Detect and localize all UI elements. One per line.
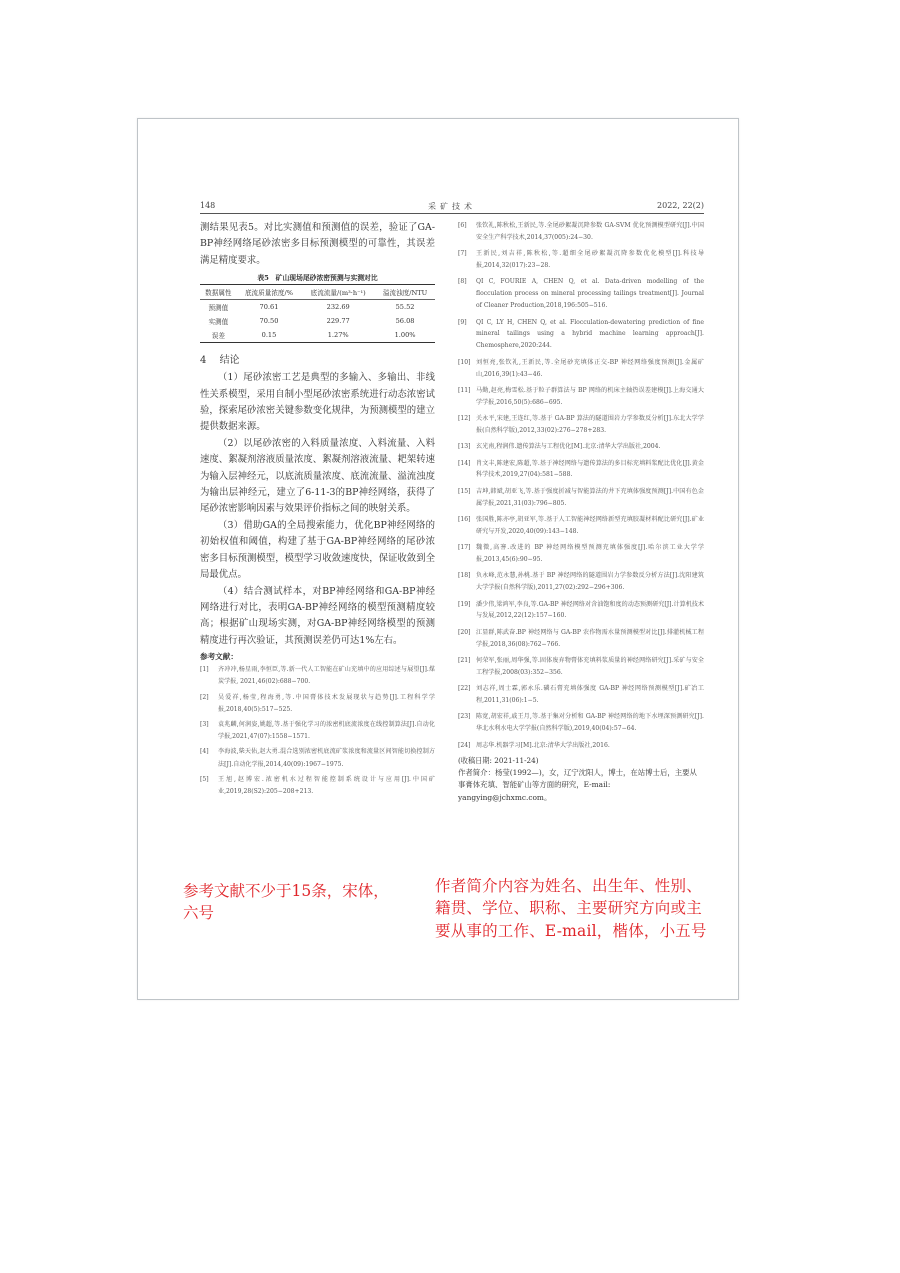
reference-item bbox=[200, 664, 435, 688]
reference-item bbox=[458, 740, 704, 752]
received-date: (收稿日期: 2021-11-24) bbox=[458, 755, 539, 765]
reference-number: [6] bbox=[458, 222, 467, 229]
reference-number: [11] bbox=[458, 386, 471, 394]
table-cell: 229.77 bbox=[326, 317, 350, 326]
reference-number: [12] bbox=[458, 415, 471, 423]
section-title: 结论 bbox=[219, 355, 240, 367]
reference-item bbox=[458, 711, 704, 735]
table-cell: 误差 bbox=[211, 332, 225, 341]
reference-item bbox=[200, 746, 435, 770]
reference-number: [13] bbox=[458, 443, 471, 451]
reference-item bbox=[458, 542, 704, 566]
results-table bbox=[200, 284, 435, 343]
table-cell: 1.00% bbox=[394, 331, 416, 340]
reference-text: 马勤,赵亮,梅雪松.基于粒子群算法与 BP 网络的机床主轴热误差建模[J].上海交通大学学报,2016,50(5):686−695. bbox=[476, 386, 704, 406]
reference-number: [7] bbox=[458, 250, 467, 258]
table-cell: 70.61 bbox=[259, 303, 279, 312]
reference-number: [23] bbox=[458, 713, 471, 721]
reference-number: [18] bbox=[458, 572, 471, 580]
reference-number: [3] bbox=[200, 720, 209, 728]
reference-item bbox=[458, 441, 704, 453]
reference-text: 潘少伟,梁鸿军,李良,等.GA-BP 神经网络对含油饱和度的动态预测研究[J].计算机技术与发展,2012,22(12):157−160. bbox=[476, 600, 704, 620]
reference-number: [16] bbox=[458, 515, 471, 523]
table-cell: 55.52 bbox=[395, 303, 415, 312]
conclusion-paragraph: （2）以尾砂浓密的入料质量浓度、入料流量、入料速度、絮凝剂溶液质量浓度、絮凝剂溶液流量、耙架转速为输入层神经元，以底流质量浓度、底流流量、溢流浊度为输出层神经元，建立了6-11-3的BP神经网络，获得了尾砂浓密影响因素与效果评价指标之间的映射关系。 bbox=[200, 437, 435, 515]
table-header-row bbox=[200, 285, 435, 300]
reference-item bbox=[458, 248, 704, 272]
table-header-cell: 数据属性 bbox=[205, 289, 232, 298]
reference-text: 刘恒亮,张钦礼,王新民,等.全尾砂充填体正交-BP 神经网络强度预测[J].金属矿山,2016,39(1):43−46. bbox=[476, 358, 704, 378]
reference-text: 袁兆麟,何润姿,姚超,等.基于强化学习的浓密机底流浓度在线控制算法[J].自动化学报,2021,47(07):1558−1571. bbox=[218, 720, 435, 741]
references-heading: 参考文献： bbox=[200, 652, 238, 662]
reference-text: 负永峰,范永慧,孙桃.基于 BP 神经网络的隧道围岩力学参数反分析方法[J].沈阳建筑大学学报(自然科学版),2011,27(02):292−296+306. bbox=[476, 572, 704, 592]
reference-number: [1] bbox=[200, 666, 209, 674]
conclusion-paragraph: （1）尾砂浓密工艺是典型的多输入、多输出、非线性关系模型，采用自制小型尾砂浓密系统进行动态浓密试验，探索尾砂浓密关键参数变化规律，为预测模型的建立提供数据来源。 bbox=[200, 372, 435, 433]
reference-number: [24] bbox=[458, 741, 471, 749]
section-number: 4 bbox=[200, 355, 207, 367]
reference-number: [8] bbox=[458, 278, 467, 286]
reference-item bbox=[458, 627, 704, 651]
reference-text: 关永平,宋建,王连红,等.基于 GA-BP 算法的隧道围岩力学参数反分析[J].东北大学学报(自然科学版),2012,33(02):276−278+283. bbox=[476, 415, 704, 434]
table-caption: 表5 矿山现场尾砂浓密预测与实测对比 bbox=[257, 274, 378, 283]
reference-text: 张国胜,陈亦亭,胡亚军,等.基于人工智能神经网络新型充填胶凝材料配比研究[J].矿业研究与开发,2020,40(09):143−148. bbox=[476, 515, 704, 535]
reference-number: [10] bbox=[458, 358, 471, 366]
reference-item bbox=[458, 385, 704, 409]
table-row bbox=[200, 300, 435, 315]
author-bio-requirement-note: 作者简介内容为姓名、出生年、性别、籍贯、学位、职称、主要研究方向或主要从事的工作、E-mail，楷体，小五号 bbox=[435, 877, 707, 940]
page-header bbox=[200, 201, 704, 214]
reference-text: 玄光南,程润伟.遗传算法与工程优化[M].北京:清华大学出版社,2004. bbox=[476, 443, 661, 451]
reference-text: QI C, LY H, CHEN Q, et al. Flocculation-dewatering prediction of fine mineral tailings using a hybrid machine learning approach[J]. Chemosphere,2020:244. bbox=[476, 318, 704, 350]
reference-text: 何荣军,张丽,周华强,等.固体废弃物膏体充填料浆质量的神经网络研究[J].采矿与安全工程学报,2008(03):352−356. bbox=[476, 656, 704, 676]
conclusion-paragraph: （3）借助GA的全局搜索能力，优化BP神经网络的初始权值和阈值，构建了基于GA-BP神经网络的尾砂浓密多目标预测模型，模型学习收敛速度快，保证收敛到全局最优点。 bbox=[200, 519, 435, 581]
reference-text: QI C, FOURIE A, CHEN Q, et al. Data-driven modelling of the flocculation process on mineral processing tailings treatment[J]. Journal of Cleaner Production,2018,196:505−516. bbox=[476, 278, 704, 310]
table-header-cell: 溢流浊度/NTU bbox=[382, 289, 428, 298]
reference-item bbox=[458, 276, 704, 312]
reference-number: [9] bbox=[458, 318, 467, 326]
reference-text: 魏微,高謇.改进的 BP 神经网络模型预测充填体强度[J].哈尔滨工业大学学报,2013,45(6):90−95. bbox=[476, 544, 704, 564]
reference-number: [21] bbox=[458, 656, 471, 664]
table-cell: 56.08 bbox=[395, 317, 415, 326]
table-cell: 70.50 bbox=[259, 317, 279, 326]
table-header-cell: 底流流量/(m³·h⁻¹) bbox=[310, 289, 366, 298]
section-heading bbox=[200, 351, 435, 366]
reference-text: 周志华.机器学习[M].北京:清华大学出版社,2016. bbox=[476, 741, 610, 749]
reference-item bbox=[458, 458, 704, 482]
reference-item bbox=[200, 719, 435, 743]
left-column bbox=[200, 220, 435, 801]
table-row bbox=[200, 328, 435, 343]
reference-number: [5] bbox=[200, 775, 209, 783]
reference-item bbox=[458, 413, 704, 437]
table-header-cell: 底流质量浓度/% bbox=[244, 289, 294, 298]
author-bio: 作者简介：杨莹(1992—)，女，辽宁沈阳人，博士，在站博士后，主要从事膏体充填、智能矿山等方面的研究，E-mail: yangying@jchxmc.com。 bbox=[458, 767, 697, 802]
reference-list-right bbox=[458, 220, 704, 751]
reference-text: 齐冲冲,杨星雨,李恒臣,等.新一代人工智能在矿山充填中的应用综述与展望[J].煤炭学报, 2021,46(02):688−700. bbox=[218, 666, 435, 686]
right-column bbox=[458, 220, 704, 804]
reference-text: 李海波,柴天佑,赵大勇.混合选别浓密机底流矿浆浓度和流量区间智能切换控制方法[J].自动化学报,2014,40(09):1967−1975. bbox=[218, 748, 435, 768]
reference-list-left bbox=[200, 664, 435, 798]
reference-item bbox=[458, 220, 704, 244]
reference-text: 吉坤,韩斌,胡亚飞,等.基于强度折减与智能算法的井下充填体强度预测[J].中国有色金属学报,2021,31(03):796−805. bbox=[476, 487, 704, 507]
journal-name: 采矿技术 bbox=[428, 202, 476, 211]
table-row bbox=[200, 314, 435, 328]
reference-text: 陈宽,胡宏祥,戚王月,等.基于集对分析和 GA-BP 神经网络的地下水埋深预测研究[J].华北水利水电大学学报(自然科学版),2019,40(04):57−64. bbox=[476, 713, 704, 733]
reference-text: 肖文丰,陈建宏,陈超,等.基于神经网络与遗传算法的多目标充填料浆配比优化[J].黄金科学技术,2019,27(04):581−588. bbox=[476, 459, 704, 479]
reference-item bbox=[458, 683, 704, 707]
reference-text: 吴爱祥,杨莹,程海勇,等.中国膏体技术发展现状与趋势[J].工程科学学报,2018,40(5):517−525. bbox=[218, 693, 435, 713]
reference-number: [20] bbox=[458, 628, 471, 636]
reference-item bbox=[458, 655, 704, 679]
reference-item bbox=[458, 317, 704, 353]
reference-item bbox=[458, 570, 704, 594]
table-cell: 1.27% bbox=[327, 331, 349, 340]
reference-number: [15] bbox=[458, 487, 471, 495]
reference-text: 江显群,陈武奋.BP 神经网络与 GA-BP 农作物需水量预测模型对比[J].排灌机械工程学报,2018,36(08):762−766. bbox=[476, 628, 704, 648]
table-cell: 预测值 bbox=[208, 304, 229, 313]
issue-number: 2022, 22(2) bbox=[657, 201, 704, 210]
reference-text: 王旭,赵博宏.浓密机水过程智能控制系统设计与应用[J].中国矿业,2019,28(S2):205−208+213. bbox=[218, 775, 435, 795]
reference-item bbox=[200, 774, 435, 798]
reference-text: 张钦礼,陈秋松,王新民,等.全尾砂絮凝沉降参数 GA-SVM 优化预测模型研究[J].中国安全生产科学技术,2014,37(005):24−30. bbox=[476, 222, 704, 241]
page-number: 148 bbox=[200, 201, 216, 210]
reference-text: 王新民,刘吉祥,陈秋松,等.超细全尾砂絮凝沉降参数优化模型[J].科技导报,2014,32(017):23−28. bbox=[476, 250, 704, 270]
reference-requirement-note: 参考文献不少于15条，宋体，六号 bbox=[183, 882, 389, 922]
reference-item bbox=[458, 514, 704, 538]
reference-number: [22] bbox=[458, 685, 471, 693]
table-cell: 实测值 bbox=[208, 318, 229, 327]
conclusion-paragraph: （4）结合测试样本，对BP神经网络和GA-BP神经网络进行对比，表明GA-BP神经网络的模型预测精度较高；根据矿山现场实测，对GA-BP神经网络模型的预测精度进行再次验证，其预测误差仍可达1%左右。 bbox=[200, 585, 435, 646]
reference-number: [19] bbox=[458, 600, 471, 608]
table-cell: 232.69 bbox=[326, 303, 350, 312]
intro-paragraph: 测结果见表5。对比实测值和预测值的误差，验证了GA-BP神经网络尾砂浓密多目标预测模型的可靠性，其误差满足精度要求。 bbox=[200, 222, 435, 266]
reference-number: [14] bbox=[458, 459, 471, 467]
reference-item bbox=[200, 692, 435, 716]
reference-item bbox=[458, 357, 704, 381]
reference-item bbox=[458, 486, 704, 510]
reference-text: 刘志祥,周士霖,郭永乐.磷石膏充填体强度 GA-BP 神经网络预测模型[J].矿冶工程,2011,31(06):1−5. bbox=[476, 685, 704, 705]
table-cell: 0.15 bbox=[261, 331, 277, 340]
reference-item bbox=[458, 599, 704, 623]
reference-number: [17] bbox=[458, 544, 471, 552]
reference-number: [2] bbox=[200, 693, 209, 701]
reference-number: [4] bbox=[200, 748, 209, 756]
